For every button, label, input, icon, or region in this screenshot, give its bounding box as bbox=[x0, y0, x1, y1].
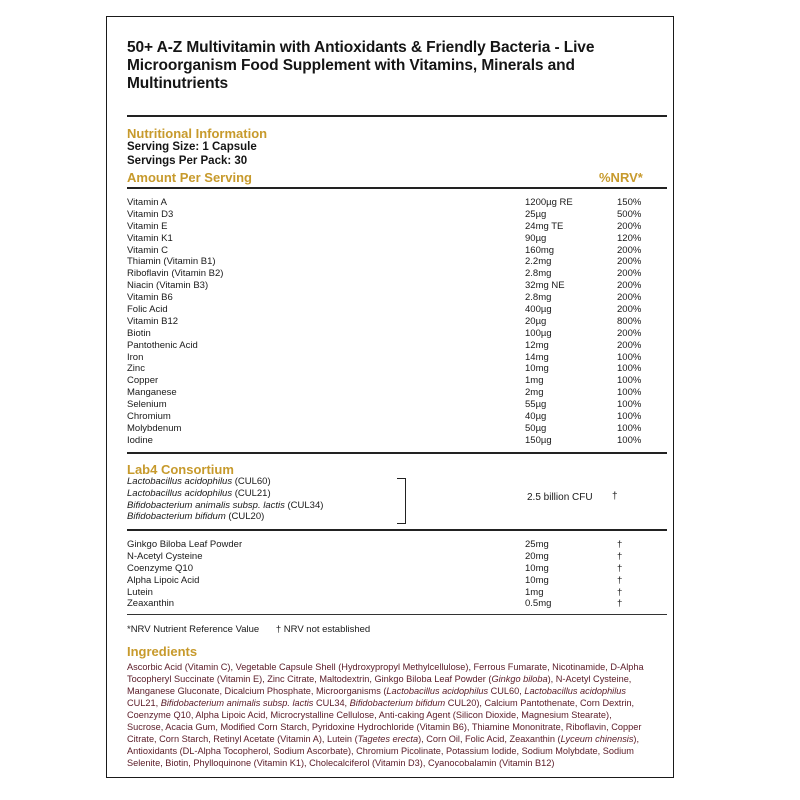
bracket bbox=[397, 478, 406, 524]
nutrient-name: Vitamin C bbox=[127, 244, 169, 256]
nutrient-name: Alpha Lipoic Acid bbox=[127, 574, 200, 586]
nutrient-amount: 20µg bbox=[525, 315, 547, 327]
nutrient-amount: 150µg bbox=[525, 434, 552, 446]
table-row bbox=[127, 411, 667, 423]
nutrient-name: Vitamin E bbox=[127, 220, 168, 232]
table-row bbox=[127, 316, 667, 328]
amount-per-serving-heading: Amount Per Serving bbox=[127, 170, 252, 185]
nutrient-name: Molybdenum bbox=[127, 422, 182, 434]
lab4-amount: 2.5 billion CFU bbox=[527, 492, 593, 503]
nutrient-name: Thiamin (Vitamin B1) bbox=[127, 256, 216, 268]
strain-code: (CUL34) bbox=[287, 499, 324, 511]
other-nutrient-table bbox=[127, 539, 667, 610]
nutrient-name: Vitamin A bbox=[127, 197, 167, 208]
strain-code: (CUL60) bbox=[234, 476, 271, 487]
table-row bbox=[127, 551, 667, 563]
lab4-consortium-heading: Lab4 Consortium bbox=[127, 462, 234, 477]
table-row bbox=[127, 363, 667, 375]
ingredient-text-segment: Ascorbic Acid (Vitamin C), Vegetable Capsule Shell (Hydroxypropyl Methylcellulose), Ferrous Fumarate, Nicotinamide, D-Alpha Tocopheryl Succinate (Vitamin E), Zinc Citrate, Maltodextrin, Ginkgo Biloba Leaf Powder ( bbox=[127, 662, 644, 684]
nutrient-amount: 24mg TE bbox=[525, 220, 564, 232]
nutrient-nrv: † bbox=[617, 598, 623, 610]
table-row bbox=[127, 435, 667, 447]
divider bbox=[127, 529, 667, 531]
table-row bbox=[127, 575, 667, 587]
nutrient-amount: 55µg bbox=[525, 399, 547, 411]
nutrient-name: Vitamin B12 bbox=[127, 315, 179, 327]
nutrient-name: Folic Acid bbox=[127, 304, 168, 316]
nutrient-amount: 1mg bbox=[525, 586, 544, 598]
nutrient-nrv: 200% bbox=[617, 268, 642, 280]
nutrient-amount: 400µg bbox=[525, 304, 552, 316]
table-row bbox=[127, 280, 667, 292]
nutrient-nrv: † bbox=[617, 550, 623, 562]
ingredient-latin-name: Bifidobacterium animalis subsp. lactis bbox=[160, 698, 314, 708]
nutrient-name: N-Acetyl Cysteine bbox=[127, 550, 203, 562]
strain-code: (CUL20) bbox=[228, 511, 265, 523]
nutrient-nrv: 500% bbox=[617, 208, 642, 220]
nutrient-amount: 50µg bbox=[525, 422, 547, 434]
nutrient-nrv: 100% bbox=[617, 399, 642, 411]
nutrient-nrv: 200% bbox=[617, 256, 642, 268]
table-row bbox=[127, 563, 667, 575]
table-row bbox=[127, 245, 667, 257]
ingredient-text-segment: ), N-Acetyl Cysteine, Manganese Gluconate, Dicalcium Phosphate, Microorganisms ( bbox=[127, 674, 632, 696]
table-row bbox=[127, 268, 667, 280]
supplement-label bbox=[106, 16, 674, 778]
nutrient-name: Vitamin K1 bbox=[127, 232, 173, 244]
nutrient-nrv: 100% bbox=[617, 411, 642, 423]
nutrient-nrv: † bbox=[617, 574, 623, 586]
table-row bbox=[127, 340, 667, 352]
nutrient-amount: 20mg bbox=[525, 550, 549, 562]
list-item bbox=[127, 500, 323, 512]
nutrient-nrv: 100% bbox=[617, 434, 642, 446]
nutrient-nrv: 200% bbox=[617, 327, 642, 339]
ingredient-latin-name: Ginkgo biloba bbox=[491, 674, 548, 684]
nutrient-name: Copper bbox=[127, 375, 159, 387]
nutrient-nrv: † bbox=[617, 539, 623, 550]
lab4-nrv: † bbox=[612, 491, 618, 502]
nutrient-amount: 0.5mg bbox=[525, 598, 552, 610]
nutrient-amount: 10mg bbox=[525, 562, 549, 574]
strain-species: Bifidobacterium animalis subsp. lactis bbox=[127, 499, 285, 511]
ingredient-latin-name: Lyceum chinensis bbox=[560, 734, 634, 744]
nutrient-nrv: 120% bbox=[617, 232, 642, 244]
nutrient-nrv: 100% bbox=[617, 387, 642, 399]
nutrient-nrv: 800% bbox=[617, 315, 642, 327]
nutrient-nrv: 200% bbox=[617, 304, 642, 316]
nutrient-name: Biotin bbox=[127, 327, 151, 339]
ingredient-latin-name: Tagetes erecta bbox=[357, 734, 419, 744]
nutrient-name: Iodine bbox=[127, 434, 153, 446]
nutrient-name: Ginkgo Biloba Leaf Powder bbox=[127, 539, 243, 550]
list-item bbox=[127, 476, 323, 488]
nutrient-nrv: 150% bbox=[617, 197, 642, 208]
nutrient-amount: 2mg bbox=[525, 387, 544, 399]
serving-size: Serving Size: 1 Capsule bbox=[127, 141, 257, 153]
nutrient-table bbox=[127, 197, 667, 447]
nutrient-name: Zinc bbox=[127, 363, 145, 375]
ingredient-text-segment: CUL34, bbox=[313, 698, 350, 708]
table-row bbox=[127, 209, 667, 221]
nutrient-name: Manganese bbox=[127, 387, 177, 399]
nutrient-amount: 12mg bbox=[525, 339, 549, 351]
table-row bbox=[127, 233, 667, 245]
nutrient-amount: 100µg bbox=[525, 327, 552, 339]
ingredient-latin-name: Bifidobacterium bifidum bbox=[349, 698, 446, 708]
nutrient-name: Vitamin B6 bbox=[127, 292, 173, 304]
strain-species: Bifidobacterium bifidum bbox=[127, 511, 226, 523]
table-row bbox=[127, 292, 667, 304]
nutrient-amount: 14mg bbox=[525, 351, 549, 363]
lab4-strain-list bbox=[127, 476, 323, 523]
table-row bbox=[127, 598, 667, 610]
nutrient-nrv: † bbox=[617, 562, 623, 574]
nrv-footnote: *NRV Nutrient Reference Value bbox=[127, 624, 260, 635]
strain-species: Lactobacillus acidophilus bbox=[127, 487, 233, 499]
nutrient-nrv: 100% bbox=[617, 375, 642, 387]
divider bbox=[127, 115, 667, 117]
strain-code: (CUL21) bbox=[234, 487, 271, 499]
nutrient-amount: 32mg NE bbox=[525, 280, 565, 292]
divider bbox=[127, 614, 667, 615]
ingredient-text-segment: CUL20), Calcium Pantothenate, Corn Dextrin, Coenzyme Q10, Alpha Lipoic Acid, Microcrystalline Cellulose, Anti-caking Agent (Silicon Dioxide, Magnesium Stearate), Sucrose, Acacia Gum, Modified Corn Starch, Pyridoxine Hydrochloride (Vitamin B6), Thiamine Mononitrate, Riboflavin, Copper Citrate, Corn Starch, Retinyl Acetate (Vitamin A), Lutein ( bbox=[127, 698, 642, 744]
nutrient-nrv: 200% bbox=[617, 220, 642, 232]
table-row bbox=[127, 197, 667, 209]
nutrient-nrv: 200% bbox=[617, 339, 642, 351]
divider bbox=[127, 452, 667, 454]
nutrient-amount: 2.8mg bbox=[525, 268, 552, 280]
dagger-footnote: † NRV not established bbox=[275, 624, 371, 635]
ingredients-heading: Ingredients bbox=[127, 644, 198, 659]
nutrient-amount: 160mg bbox=[525, 244, 555, 256]
table-row bbox=[127, 328, 667, 340]
nutrient-name: Chromium bbox=[127, 411, 171, 423]
nutrient-name: Iron bbox=[127, 351, 144, 363]
nutrient-amount: 25µg bbox=[525, 208, 547, 220]
table-row bbox=[127, 587, 667, 599]
nutrient-nrv: 200% bbox=[617, 244, 642, 256]
nutrient-name: Riboflavin (Vitamin B2) bbox=[127, 268, 224, 280]
nutrient-name: Vitamin D3 bbox=[127, 208, 174, 220]
nutrient-amount: 90µg bbox=[525, 232, 547, 244]
ingredients-text bbox=[127, 661, 647, 769]
table-row bbox=[127, 221, 667, 233]
nutrient-amount: 25mg bbox=[525, 539, 549, 550]
ingredient-latin-name: Lactobacillus acidophilus bbox=[386, 686, 489, 696]
nutrient-name: Lutein bbox=[127, 586, 153, 598]
nutrient-name: Zeaxanthin bbox=[127, 598, 175, 610]
table-row bbox=[127, 352, 667, 364]
nutrient-nrv: 100% bbox=[617, 363, 642, 375]
nutrient-name: Coenzyme Q10 bbox=[127, 562, 194, 574]
product-title: 50+ A-Z Multivitamin with Antioxidants & Friendly Bacteria - Live Microorganism Food Supplement with Vitamins, Minerals and Multinutrients bbox=[127, 39, 595, 92]
table-row bbox=[127, 256, 667, 268]
nutrient-amount: 10mg bbox=[525, 363, 549, 375]
servings-per-pack: Servings Per Pack: 30 bbox=[127, 155, 248, 167]
nutrient-nrv: 100% bbox=[617, 351, 642, 363]
nutritional-information-heading: Nutritional Information bbox=[127, 126, 268, 141]
list-item bbox=[127, 511, 323, 523]
ingredient-text-segment: ), Corn Oil, Folic Acid, Zeaxanthin ( bbox=[418, 734, 561, 744]
table-row bbox=[127, 399, 667, 411]
table-row bbox=[127, 423, 667, 435]
nutrient-amount: 2.8mg bbox=[525, 292, 552, 304]
nutrient-amount: 1200µg RE bbox=[525, 197, 573, 208]
table-row bbox=[127, 539, 667, 551]
ingredient-text-segment: CUL60, bbox=[488, 686, 525, 696]
nutrient-amount: 10mg bbox=[525, 574, 549, 586]
list-item bbox=[127, 488, 323, 500]
ingredient-text-segment: ), Antioxidants (DL-Alpha Tocopherol, Sodium Ascorbate), Chromium Picolinate, Potassium Iodide, Sodium Molybdate, Sodium Selenite, Biotin, Phylloquinone (Vitamin K1), Cholecalciferol (Vitamin D3), Cyanocobalamin (Vitamin B12) bbox=[127, 734, 640, 768]
nutrient-amount: 1mg bbox=[525, 375, 544, 387]
footnotes bbox=[127, 624, 384, 635]
nutrient-amount: 40µg bbox=[525, 411, 547, 423]
ingredient-text-segment: CUL21, bbox=[127, 698, 161, 708]
ingredient-latin-name: Lactobacillus acidophilus bbox=[524, 686, 626, 696]
table-row bbox=[127, 375, 667, 387]
nutrient-nrv: 100% bbox=[617, 422, 642, 434]
nutrient-name: Niacin (Vitamin B3) bbox=[127, 280, 209, 292]
table-row bbox=[127, 387, 667, 399]
nutrient-name: Selenium bbox=[127, 399, 167, 411]
nutrient-nrv: † bbox=[617, 586, 623, 598]
divider bbox=[127, 187, 667, 189]
nutrient-name: Pantothenic Acid bbox=[127, 339, 198, 351]
strain-species: Lactobacillus acidophilus bbox=[127, 476, 233, 487]
nutrient-nrv: 200% bbox=[617, 292, 642, 304]
nutrient-nrv: 200% bbox=[617, 280, 642, 292]
table-row bbox=[127, 304, 667, 316]
nrv-heading: %NRV* bbox=[599, 170, 643, 185]
nutrient-amount: 2.2mg bbox=[525, 256, 552, 268]
